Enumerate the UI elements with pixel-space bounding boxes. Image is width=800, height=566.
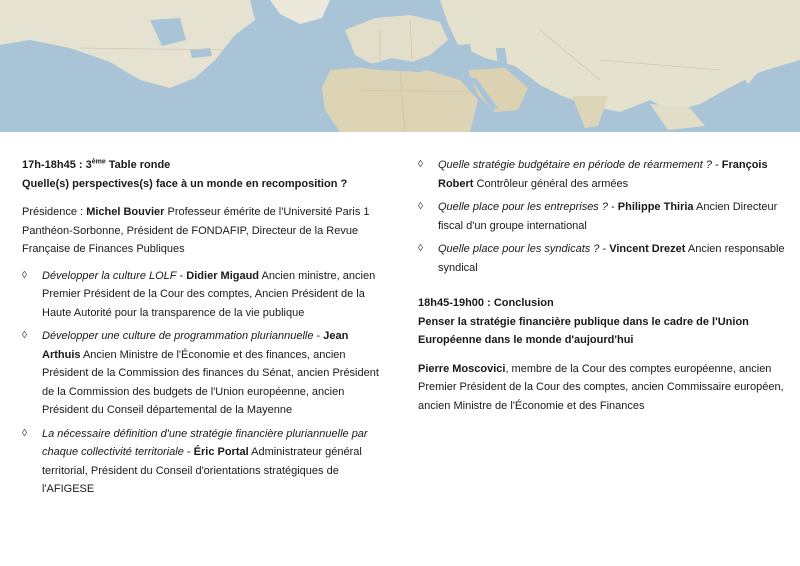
world-map-image — [0, 0, 800, 132]
round-table-ordinal: ème — [91, 158, 106, 166]
presidence-label: Présidence : — [22, 206, 87, 218]
speaker-name: Philippe Thiria — [617, 201, 694, 213]
speaker-desc: , membre de la Cour des comptes européenne, ancien Premier Président de la Cour des comptes, ancien Commissaire européen, ancien Ministre de l'Économie et des Finances — [418, 362, 784, 412]
presidence-name: Michel Bouvier — [86, 206, 165, 218]
list-item — [22, 327, 388, 420]
separator: - — [711, 159, 722, 171]
diamond-bullet-icon: ◊ — [22, 427, 27, 439]
diamond-bullet-icon: ◊ — [22, 330, 27, 341]
separator: - — [599, 243, 610, 255]
speaker-desc: Contrôleur général des armées — [473, 177, 629, 190]
speaker-desc: Ancien responsable syndical — [438, 243, 785, 274]
speaker-name: Vincent Drezet — [609, 243, 686, 255]
conclusion-title: Penser la stratégie financière publique dans le cadre de l'Union Européenne dans le monde d'aujourd'hui — [418, 315, 749, 346]
round-table-title: Quelle(s) perspectives(s) face à un monde en recomposition ? — [22, 177, 348, 190]
speaker-name: Pierre Moscovici — [418, 362, 506, 375]
topic-text: Quelle place pour les entreprises ? — [438, 201, 608, 213]
presidence-desc: Professeur émérite de l'Université Paris 1 Panthéon-Sorbonne, Président de FONDAFIP, Directeur de la Revue Française de Finances Publiques — [22, 206, 370, 255]
speaker-name: Didier Migaud — [186, 269, 260, 282]
list-item — [418, 156, 786, 193]
diamond-bullet-icon: ◊ — [418, 243, 423, 254]
topic-text: Développer une culture de programmation pluriannuelle — [42, 330, 314, 342]
speaker-name: François Robert — [438, 159, 768, 190]
speaker-desc: Administrateur général territorial, Président du Conseil d'orientations stratégiques de l'AFIGESE — [42, 446, 362, 495]
conclusion-time: 18h45-19h00 : Conclusion — [418, 297, 554, 309]
left-column — [22, 156, 388, 504]
list-item — [22, 425, 388, 499]
right-column — [418, 156, 786, 415]
list-item — [22, 267, 388, 323]
topic-text: La nécessaire définition d'une stratégie financière pluriannuelle par chaque collectivité territoriale — [42, 427, 368, 458]
speaker-name: Jean Arthuis — [42, 330, 349, 361]
speaker-name: Éric Portal — [193, 446, 249, 458]
speaker-desc: Ancien ministre, ancien Premier Président de la Cour des comptes, Ancien Président de la Haute Autorité pour la transparence de la vie publique — [42, 269, 376, 319]
round-table-time-text: 17h-18h45 : 3 — [22, 159, 92, 171]
separator: - — [313, 330, 324, 342]
round-table-time — [22, 156, 388, 175]
list-item — [418, 198, 786, 235]
conclusion-speaker — [418, 360, 786, 416]
separator: - — [183, 446, 194, 458]
presidence — [22, 203, 388, 259]
round-table-label: Table ronde — [105, 159, 171, 171]
diamond-bullet-icon: ◊ — [418, 201, 423, 212]
list-item — [418, 240, 786, 277]
speaker-desc: Ancien Ministre de l'Économie et des finances, ancien Président de la Commission des finances du Sénat, ancien Président de la Commission des budgets de l'Union européenne, ancien Président du Conseil départemental de la Mayenne — [42, 348, 379, 416]
diamond-bullet-icon: ◊ — [418, 159, 423, 170]
world-map-banner — [0, 0, 800, 132]
topic-text: Développer la culture LOLF — [42, 269, 177, 282]
diamond-bullet-icon: ◊ — [22, 269, 27, 281]
left-topic-list — [22, 267, 388, 499]
topic-text: Quelle place pour les syndicats ? — [438, 243, 600, 255]
separator: - — [607, 201, 618, 213]
separator: - — [176, 269, 187, 282]
speaker-desc: Ancien Directeur fiscal d'un groupe international — [438, 201, 778, 232]
right-topic-list — [418, 156, 786, 277]
topic-text: Quelle stratégie budgétaire en période de réarmement ? — [438, 159, 712, 171]
